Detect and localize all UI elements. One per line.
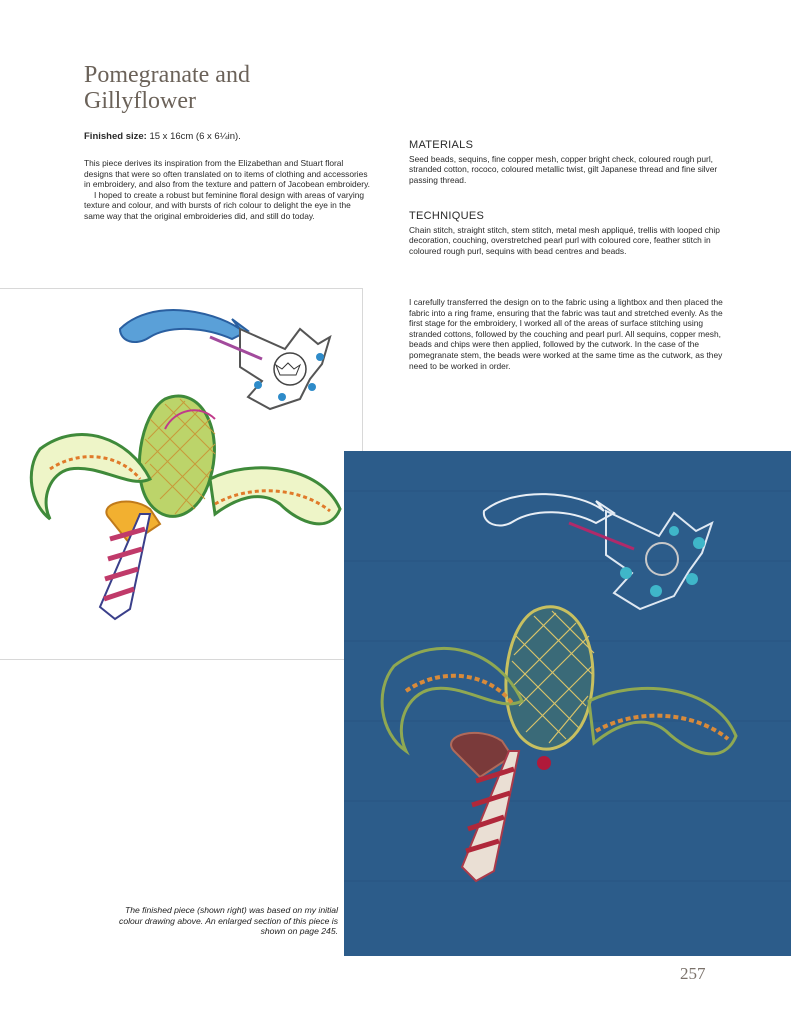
techniques-text: Chain stitch, straight stitch, stem stitch, metal mesh appliqué, trellis with looped chip decoration, couching, overstretched pearl purl with coloured core, feather stitch in coloured rough purl, sequins with bead centres and beads. [409, 224, 720, 256]
techniques-section [409, 211, 723, 256]
materials-section [409, 140, 723, 185]
intro-paragraph-1: This piece derives its inspiration from the Elizabethan and Stuart floral designs that were so often translated on to items of clothing and accessories in embroidery, and also from the texture and pattern of Jacobean embroidery. [84, 158, 370, 190]
process-section [409, 297, 723, 371]
materials-heading: MATERIALS [409, 139, 474, 151]
materials-text: Seed beads, sequins, fine copper mesh, copper bright check, coloured rough purl, stranded cotton, rococo, coloured metallic twist, gilt Japanese thread and fine silver passing thread. [409, 153, 718, 185]
page-title [84, 62, 404, 114]
finished-size [84, 131, 241, 142]
colour-drawing-image [0, 288, 363, 660]
intro-paragraph-2: I hoped to create a robust but feminine floral design with areas of varying texture and colour, and with bursts of rich colour to delight the eye in the same way that the original embroideries did, and still do today. [84, 189, 365, 221]
finished-size-label: Finished size: [84, 131, 147, 142]
photo-caption: The finished piece (shown right) was based on my initial colour drawing above. An enlarged section of this piece is shown on page 245. [119, 905, 338, 937]
finished-size-value: 15 x 16cm (6 x 6¼in). [149, 131, 241, 142]
title-line-2: Gillyflower [84, 88, 196, 114]
process-text: I carefully transferred the design on to the fabric using a lightbox and then placed the fabric into a ring frame, ensuring that the fabric was taut and stretched evenly. As the first stage for the embroidery, I worked all of the areas of surface stitching using stranded cottons, followed by the couching and pearl purl. All sequins, copper mesh, beads and chips were then applied, followed by the cutwork. In the case of the pomegranate stem, the beads were worked at the same time as the cutwork, as they need to be worked in order. [409, 297, 723, 371]
intro-text [84, 158, 370, 222]
drawing-illustration [0, 289, 362, 659]
techniques-heading: TECHNIQUES [409, 210, 485, 222]
embroidery-illustration [344, 451, 791, 956]
title-line-1: Pomegranate and [84, 62, 250, 88]
embroidery-photo [344, 451, 791, 956]
page-number: 257 [680, 964, 706, 983]
